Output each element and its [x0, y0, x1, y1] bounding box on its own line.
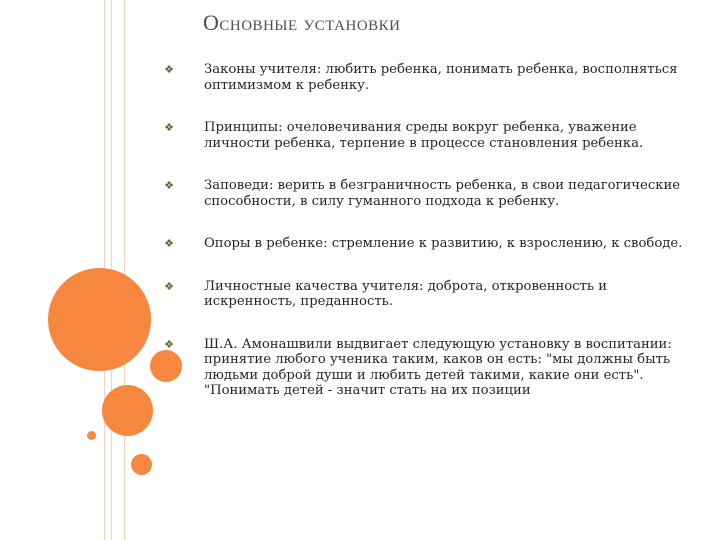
bullet-text: Ш.А. Амонашвили выдвигает следующую установку в воспитании: принятие любого ученика таким, каков он есть: "мы должны быть людьми доброй души и любить детей такими, какие они есть". "Понимать детей - значит стать на их позиции	[204, 336, 672, 398]
bullet-item	[164, 178, 684, 209]
slide-title: Основные установки	[203, 10, 401, 35]
decorative-line	[124, 0, 125, 540]
diamond-bullet-icon: ❖	[164, 337, 174, 351]
bullet-item	[164, 337, 684, 399]
decorative-circle-large	[48, 268, 151, 371]
diamond-bullet-icon: ❖	[164, 179, 174, 192]
decorative-circle-small	[131, 454, 152, 475]
bullet-item	[164, 236, 684, 252]
bullet-text: Заповеди: верить в безграничность ребенка, в свои педагогические способности, в силу гуманного подхода к ребенку.	[204, 178, 681, 209]
diamond-bullet-icon: ❖	[164, 121, 174, 134]
decorative-circle-tiny	[87, 431, 96, 440]
diamond-bullet-icon: ❖	[164, 63, 174, 76]
bullet-list	[164, 62, 684, 399]
bullet-text: Принципы: очеловечивания среды вокруг ребенка, уважение личности ребенка, терпение в процессе становления ребенка.	[204, 120, 644, 151]
bullet-item	[164, 120, 684, 151]
bullet-item	[164, 279, 684, 310]
bullet-text: Личностные качества учителя: доброта, откровенность и искренность, преданность.	[204, 278, 608, 309]
diamond-bullet-icon: ❖	[164, 279, 174, 293]
bullet-item	[164, 62, 684, 93]
bullet-text: Опоры в ребенке: стремление к развитию, к взрослению, к свободе.	[204, 236, 683, 251]
decorative-circle-medium	[102, 385, 153, 436]
bullet-text: Законы учителя: любить ребенка, понимать ребенка, восполняться оптимизмом к ребенку.	[204, 62, 678, 93]
diamond-bullet-icon: ❖	[164, 237, 174, 250]
